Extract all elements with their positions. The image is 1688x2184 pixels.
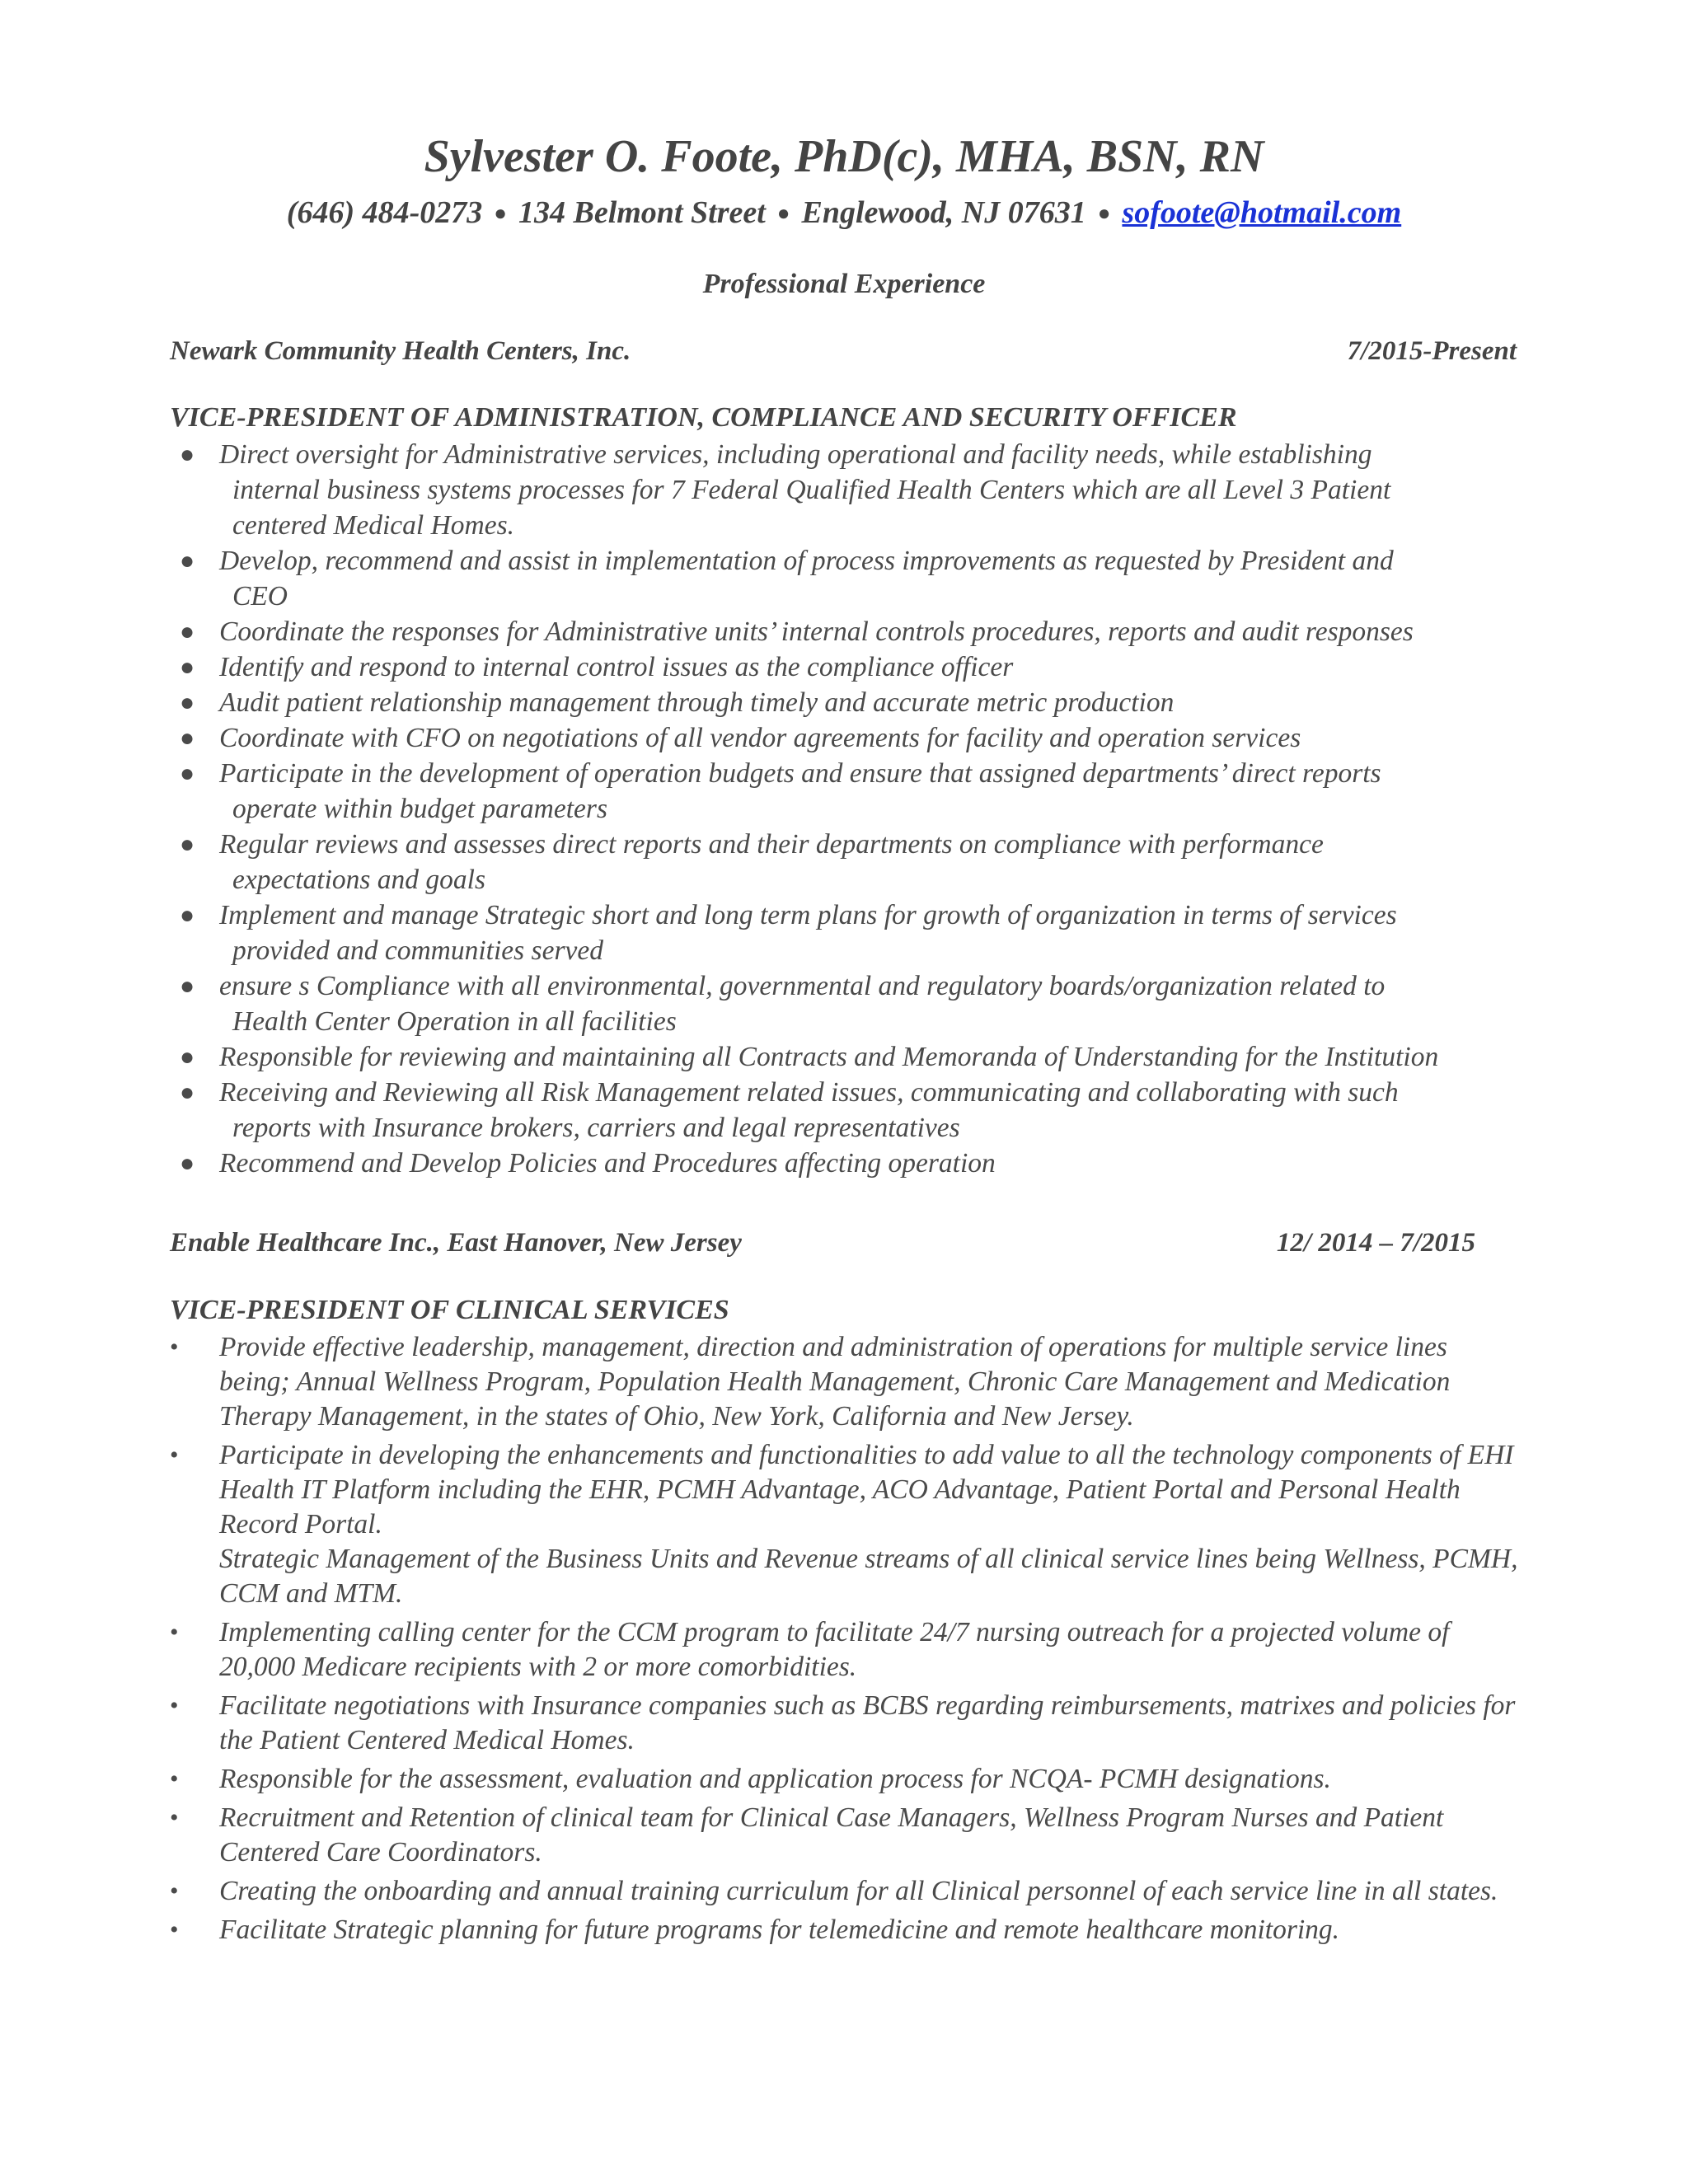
duty-text [170,649,1522,685]
duty-item [170,827,1522,898]
bullet-icon: • [170,1441,179,1469]
duty-item [170,1146,1522,1181]
duty-item [170,649,1522,685]
phone-number: (646) 484-0273 [286,195,483,230]
duty-text: Creating the onboarding and annual training curriculum for all Clinical personnel of each service line in all states. [219,1876,1498,1906]
street-address: 134 Belmont Street [518,195,766,230]
duty-line-continued: internal business systems processes for 7 Federal Qualified Health Centers which are all Level 3 Patient [232,475,1391,505]
duty-line: ensure s Compliance with all environmental, governmental and regulatory boards/organization related to [219,971,1386,1001]
separator-dot: ● [494,201,507,225]
duty-text: Implementing calling center for the CCM program to facilitate 24/7 nursing outreach for a projected volume of 20,000 Medicare recipients with 2 or more comorbidities. [219,1617,1450,1682]
duty-line-continued: reports with Insurance brokers, carriers and legal representatives [232,1113,960,1143]
bullet-icon: ● [180,618,195,645]
duty-item [170,1438,1522,1611]
duty-text: Provide effective leadership, management, direction and administration of operations for multiple service lines being; Annual Wellness Program, Population Health Management, Chronic Care Management and Medication Therapy Management, in the states of Ohio, New York, California and New Jersey. [219,1332,1451,1432]
bullet-icon: ● [180,972,195,1000]
duty-text [170,1075,1522,1146]
employment-dates: 12/ 2014 – 7/2015 [1276,1228,1475,1258]
duty-text [170,614,1522,649]
bullet-icon: • [170,1877,179,1905]
duty-text [170,720,1522,756]
bullet-icon: ● [180,654,195,681]
duty-text [170,1039,1522,1075]
duty-item [170,614,1522,649]
bullet-icon: ● [180,760,195,787]
duty-text [170,685,1522,720]
duty-line: Coordinate the responses for Administrative units’ internal controls procedures, reports and audit responses [219,616,1414,647]
duty-item [170,1689,1522,1758]
duty-line-continued: provided and communities served [232,935,603,966]
duty-line: Develop, recommend and assist in implementation of process improvements as requested by President and [219,546,1394,576]
duty-item [170,1913,1522,1947]
city-address: Englewood, NJ 07631 [801,195,1086,230]
candidate-name: Sylvester O. Foote, PhD(c), MHA, BSN, RN [424,131,1264,182]
separator-dot: ● [1097,201,1111,225]
bullet-icon: • [170,1804,179,1831]
duty-item [170,898,1522,968]
duty-line: Participate in the development of operation budgets and ensure that assigned departments’ direct reports [219,758,1381,789]
duty-line: Direct oversight for Administrative services, including operational and facility needs, while establishing [219,439,1372,470]
duty-item [170,1874,1522,1909]
duty-item [170,968,1522,1039]
employer-name: Enable Healthcare Inc., East Hanover, New Jersey [170,1228,742,1258]
duty-item [170,1039,1522,1075]
duty-item [170,543,1522,614]
job-title: VICE-PRESIDENT OF CLINICAL SERVICES [170,1295,729,1325]
bullet-icon: • [170,1619,179,1646]
bullet-icon: ● [180,831,195,858]
duty-item [170,720,1522,756]
duty-text [170,827,1522,898]
duty-text: Participate in developing the enhancements and functionalities to add value to all the technology components of EHI Health IT Platform including the EHR, PCMH Advantage, ACO Advantage, Patient Portal and Personal Health Record Portal. [219,1440,1514,1540]
duty-text: Facilitate Strategic planning for future programs for telemedicine and remote healthcare monitoring. [219,1915,1340,1945]
bullet-icon: ● [180,441,195,468]
duty-item [170,1615,1522,1685]
duty-text [170,437,1522,543]
duty-item [170,1801,1522,1870]
duty-text: Facilitate negotiations with Insurance companies such as BCBS regarding reimbursements, matrixes and policies for the Patient Centered Medical Homes. [219,1690,1516,1755]
duty-item [170,437,1522,543]
employer-name: Newark Community Health Centers, Inc. [170,336,631,366]
bullet-icon: • [170,1333,179,1361]
section-heading-experience: Professional Experience [702,269,986,299]
duty-line-continued: Health Center Operation in all facilities [232,1006,677,1037]
duty-line: Audit patient relationship management through timely and accurate metric production [219,687,1175,718]
bullet-icon: ● [180,1150,195,1177]
employment-dates: 7/2015-Present [1347,336,1517,366]
duty-line-continued: centered Medical Homes. [232,510,515,541]
contact-line [0,194,1688,232]
duty-line-continued: operate within budget parameters [232,794,607,824]
duty-text [170,543,1522,614]
duty-line: Receiving and Reviewing all Risk Management related issues, communicating and collaborating with such [219,1077,1399,1108]
duty-line: Implement and manage Strategic short and long term plans for growth of organization in terms of services [219,900,1397,930]
duty-list [170,1330,1522,1952]
duty-list [170,437,1522,1181]
duty-text [170,898,1522,968]
duty-line: Recommend and Develop Policies and Procedures affecting operation [219,1148,996,1179]
duty-item [170,756,1522,827]
bullet-icon: ● [180,1043,195,1071]
duty-item [170,685,1522,720]
job-title: VICE-PRESIDENT OF ADMINISTRATION, COMPLIANCE AND SECURITY OFFICER [170,402,1237,433]
duty-line-continued: CEO [232,581,288,612]
bullet-icon: • [170,1765,179,1793]
bullet-icon: • [170,1916,179,1943]
bullet-icon: ● [180,547,195,574]
duty-line: Coordinate with CFO on negotiations of all vendor agreements for facility and operation services [219,723,1301,753]
duty-text [170,756,1522,827]
email-link[interactable]: sofoote@hotmail.com [1122,195,1402,230]
bullet-icon: ● [180,689,195,716]
bullet-icon: ● [180,1079,195,1106]
duty-line: Responsible for reviewing and maintaining all Contracts and Memoranda of Understanding for the Institution [219,1042,1439,1072]
duty-text: Responsible for the assessment, evaluation and application process for NCQA- PCMH designations. [219,1764,1331,1794]
duty-item [170,1330,1522,1434]
duty-line: Identify and respond to internal control issues as the compliance officer [219,652,1014,682]
duty-text: Recruitment and Retention of clinical team for Clinical Case Managers, Wellness Program Nurses and Patient Centered Care Coordinators. [219,1802,1444,1868]
duty-text [170,968,1522,1039]
duty-line-continued: expectations and goals [232,865,486,895]
bullet-icon: ● [180,724,195,752]
duty-subparagraph: Strategic Management of the Business Units and Revenue streams of all clinical service lines being Wellness, PCMH, CCM and MTM. [219,1544,1518,1609]
duty-item [170,1762,1522,1797]
separator-dot: ● [776,201,790,225]
bullet-icon: • [170,1692,179,1719]
duty-line: Regular reviews and assesses direct reports and their departments on compliance with performance [219,829,1324,860]
bullet-icon: ● [180,902,195,929]
duty-text [170,1146,1522,1181]
duty-item [170,1075,1522,1146]
